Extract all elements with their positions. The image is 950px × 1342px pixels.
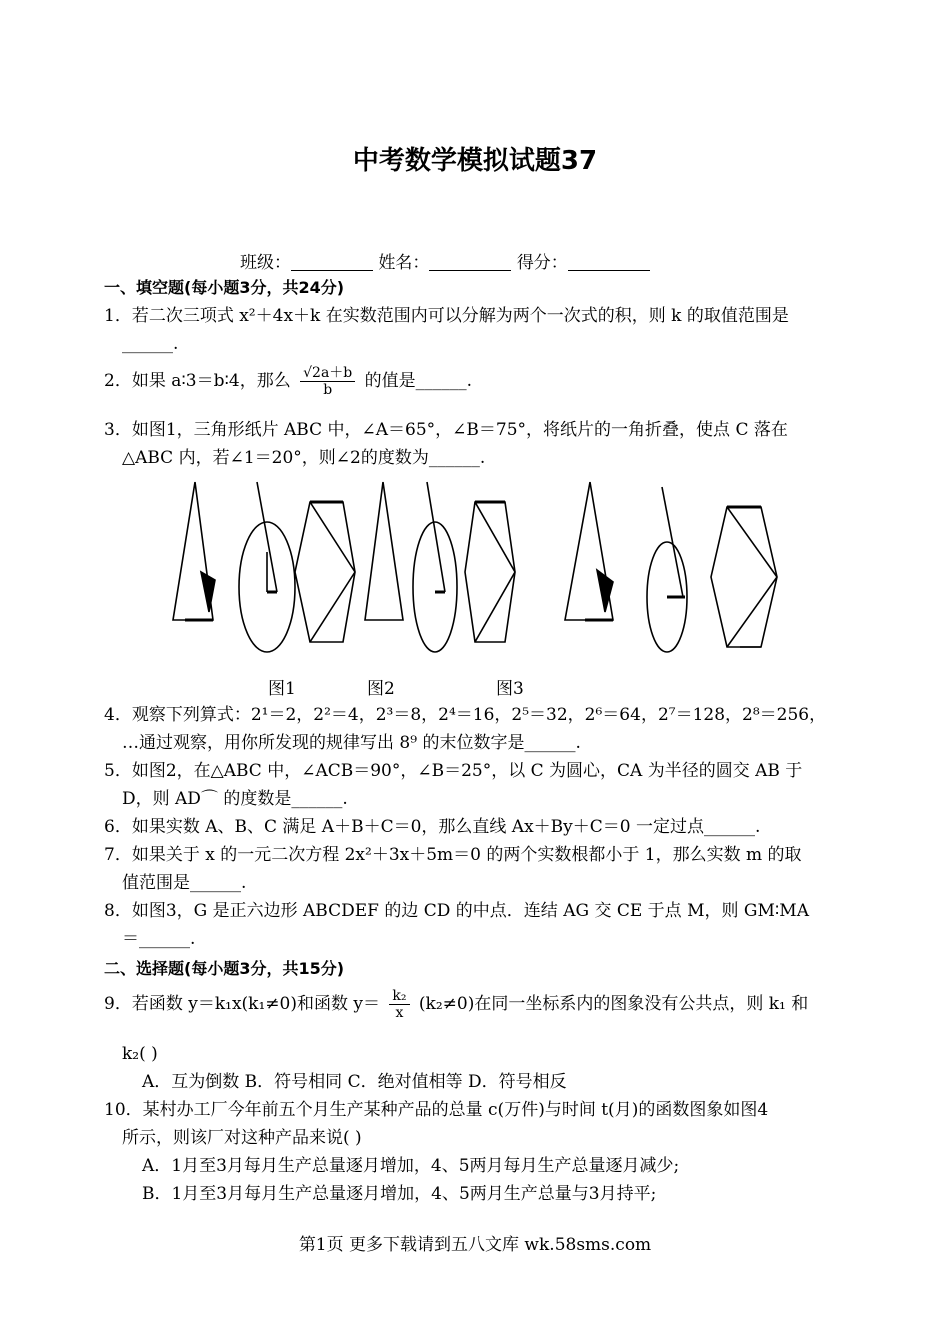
q1-line1: 1．若二次三项式 x²＋4x＋k 在实数范围内可以分解为两个一次式的积，则 k 的取值范围是 [104,306,789,326]
figure1-caption: 图1 [268,679,296,699]
q9-prefix: 9．若函数 y＝k₁x(k₁≠0)和函数 y＝ [104,994,380,1014]
q5-line1: 5．如图2，在△ABC 中，∠ACB＝90°，∠B＝25°，以 C 为圆心，CA 为半径的圆交 AB 于 [104,761,803,781]
q3-line1: 3．如图1，三角形纸片 ABC 中，∠A＝65°，∠B＝75°，将纸片的一角折叠，使点 C 落在 [104,420,788,440]
name-label: 姓名： [378,253,430,273]
figure-triangle-2 [365,482,403,620]
figure-circle-2 [413,482,457,652]
q6-line1: 6．如果实数 A、B、C 满足 A＋B＋C＝0，那么直线 Ax＋By＋C＝0 一定过点______. [104,817,761,837]
q9-options: A．互为倒数 B．符号相同 C．绝对值相等 D．符号相反 [142,1072,567,1092]
q10-line1: 10．某村办工厂今年前五个月生产某种产品的总量 c(万件)与时间 t(月)的函数图象如图4 [104,1100,769,1120]
q2-numerator: √2a＋b [300,365,355,382]
q2-prefix: 2．如果 a∶3＝b∶4，那么 [104,371,291,391]
q7-line1: 7．如果关于 x 的一元二次方程 2x²＋3x＋5m＝0 的两个实数根都小于 1，那么实数 m 的取 [104,845,802,865]
q9 [104,988,808,1021]
figure-circle-1 [239,482,295,652]
figures-group [165,472,795,662]
q2 [104,365,472,398]
name-blank[interactable] [429,253,511,271]
page-footer: 第1页 更多下载请到五八文库 wk.58sms.com [298,1235,652,1255]
q10-option-a: A．1月至3月每月生产总量逐月增加，4、5两月每月生产总量逐月减少; [142,1156,680,1176]
figure3-caption: 图3 [496,679,524,699]
q9-fraction [389,988,409,1021]
score-label: 得分： [516,253,568,273]
q9-numerator: k₂ [389,988,409,1005]
section1-heading: 一、填空题(每小题3分，共24分) [104,278,345,297]
q9-suffix: (k₂≠0)在同一坐标系内的图象没有公共点，则 k₁ 和 [418,994,809,1014]
q5-line2: D，则 AD⌒ 的度数是______. [122,789,348,809]
q4-line2: …通过观察，用你所发现的规律写出 8⁹ 的末位数字是______. [122,733,581,753]
q8-line1: 8．如图3，G 是正六边形 ABCDEF 的边 CD 的中点．连结 AG 交 CE 于点 M，则 GM∶MA [104,901,809,921]
q1-line2: ______. [122,334,179,354]
class-label: 班级： [240,253,291,273]
section2-heading: 二、选择题(每小题3分，共15分) [104,959,345,978]
q4-line1: 4．观察下列算式：2¹＝2，2²＝4，2³＝8，2⁴＝16，2⁵＝32，2⁶＝64，2⁷＝128，2⁸＝256， [104,705,827,725]
score-blank[interactable] [568,253,650,271]
student-info-line [240,248,650,273]
q7-line2: 值范围是______. [122,873,247,893]
figure-triangle-1 [173,482,215,620]
q8-line2: ＝______. [122,929,196,949]
q9-line2: k₂( ) [122,1044,158,1064]
figure-hexagon-2 [465,502,515,642]
figure-triangle-3 [565,482,613,620]
figure-circle-3 [647,487,687,652]
q9-denominator: x [395,1005,404,1021]
class-blank[interactable] [291,253,373,271]
page-title: 中考数学模拟试题37 [352,146,598,176]
figure-hexagon-1 [295,502,355,642]
q10-line2: 所示，则该厂对这种产品来说( ) [122,1128,362,1148]
q3-line2: △ABC 内，若∠1＝20°，则∠2的度数为______. [122,448,486,468]
figure-hexagon-3 [711,507,777,647]
figure2-caption: 图2 [367,679,395,699]
q10-option-b: B．1月至3月每月生产总量逐月增加，4、5两月生产总量与3月持平; [142,1184,657,1204]
q2-fraction [300,365,355,398]
q2-denominator: b [323,382,333,398]
q2-suffix: 的值是______. [364,371,473,391]
